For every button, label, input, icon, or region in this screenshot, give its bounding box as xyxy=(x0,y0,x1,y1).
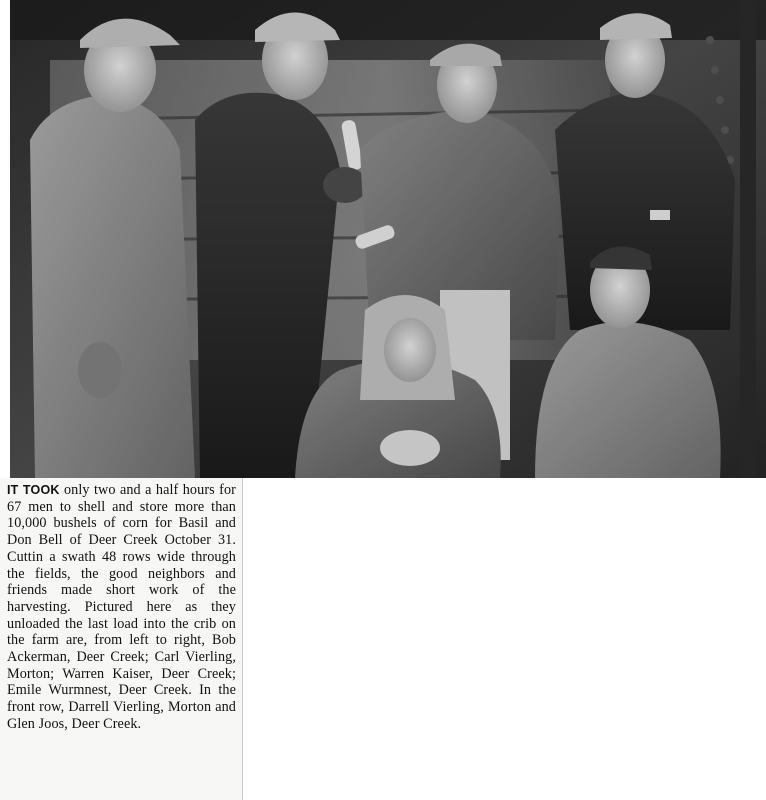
caption-column xyxy=(0,478,243,800)
caption-lead: IT TOOK xyxy=(7,483,60,497)
blank-margin xyxy=(243,478,766,800)
photo-caption xyxy=(7,482,236,733)
caption-body: only two and a half hours for 67 men to shell and store more than 10,000 bushels of corn for Basil and Don Bell of Deer Creek October 31. Cuttin a swath 48 rows wide through the fields, the good neighbors and friends made short work of the harvesting. Pictured here as they unloaded the last load into the crib on the farm are, from left to right, Bob Ackerman, Deer Creek; Carl Vierling, Morton; Warren Kaiser, Deer Creek; Emile Wurmnest, Deer Creek. In the front row, Darrell Vierling, Morton and Glen Joos, Deer Creek. xyxy=(7,482,236,732)
harvest-crew-photo xyxy=(10,0,766,478)
